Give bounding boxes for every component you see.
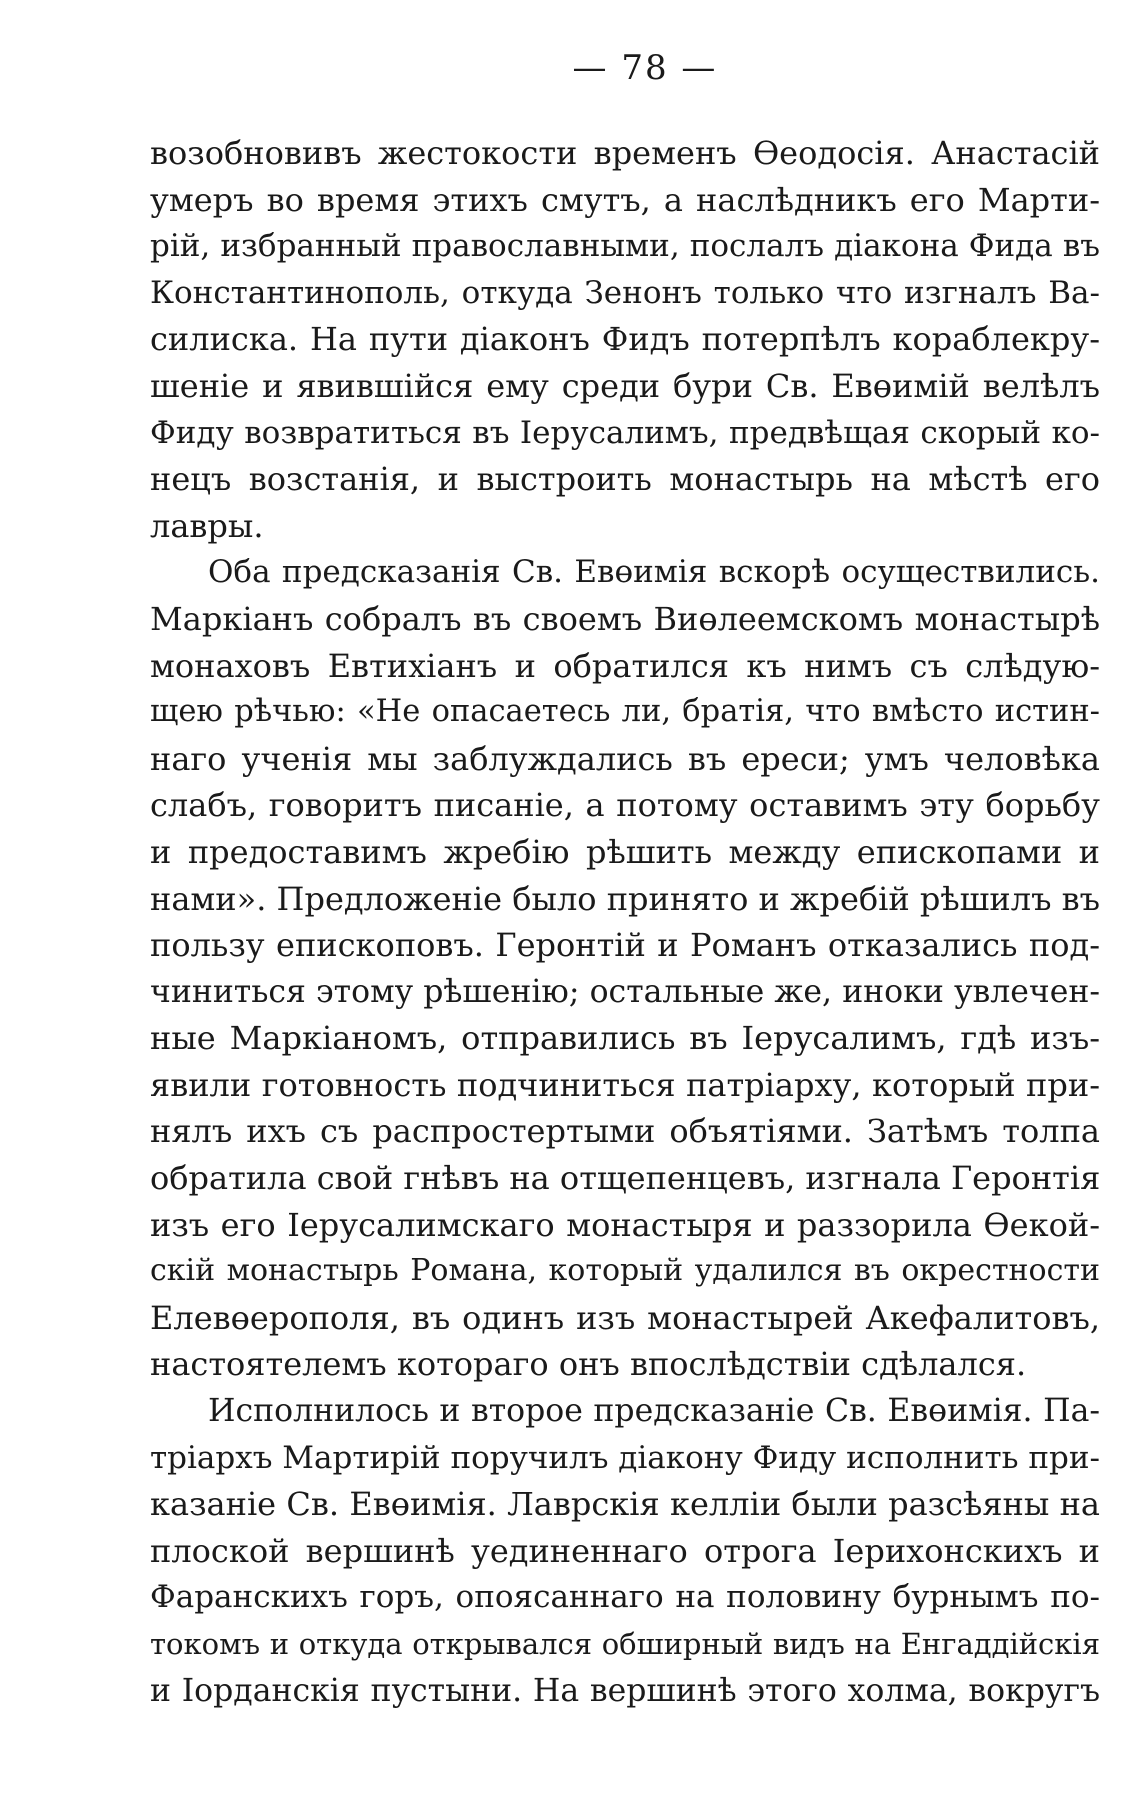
text-line: Константинополь, откуда Зенонъ только что изгналъ Ва-: [150, 274, 1100, 311]
text-line: наго ученія мы заблуждались въ ереси; умъ человѣка: [150, 739, 1100, 778]
page-number: — 78 —: [572, 48, 718, 88]
text-line: Елевөерополя, въ одинъ изъ монастырей Акефалитовъ,: [150, 1298, 1100, 1337]
text-line: и Іорданскія пустыни. На вершинѣ этого холма, вокругъ: [150, 1672, 1100, 1709]
text-line: шеніе и явившійся ему среди бури Св. Евөимій велѣлъ: [150, 366, 1100, 405]
text-line: Оба предсказанія Св. Евөимія вскорѣ осуществились.: [208, 554, 1100, 591]
text-line: Маркіанъ собралъ въ своемъ Виөлеемскомъ монастырѣ: [150, 599, 1100, 638]
text-line: изъ его Іерусалимскаго монастыря и раззорила Өекой-: [150, 1205, 1100, 1244]
text-line: лавры.: [150, 506, 264, 545]
text-line: настоятелемъ котораго онъ впослѣдствіи сдѣлался.: [150, 1345, 1027, 1384]
paragraph-1: [150, 130, 1100, 549]
text-line: монаховъ Евтихіанъ и обратился къ нимъ съ слѣдую-: [150, 646, 1100, 685]
text-line: тріархъ Мартирій поручилъ діакону Фиду исполнить при-: [150, 1439, 1101, 1476]
text-line: умеръ во время этихъ смутъ, а наслѣдникъ его Марти-: [150, 180, 1100, 219]
text-line: скій монастырь Романа, который удалился въ окрестности: [150, 1253, 1100, 1289]
text-line: слабъ, говоритъ писаніе, а потому оставимъ эту борьбу: [150, 786, 1100, 825]
paragraph-3: [150, 1388, 1100, 1714]
text-line: нами». Предложеніе было принято и жребій рѣшилъ въ: [150, 879, 1100, 918]
text-line: ные Маркіаномъ, отправились въ Іерусалимъ, гдѣ изъ-: [150, 1019, 1100, 1058]
text-line: казаніе Св. Евөимія. Лаврскія келліи были разсѣяны на: [150, 1485, 1100, 1524]
paragraph-2: [150, 549, 1100, 1388]
text-line: плоской вершинѣ уединеннаго отрога Іерихонскихъ и: [150, 1531, 1100, 1570]
text-line: токомъ и откуда открывался обширный видъ на Енгаддійскія: [150, 1627, 1100, 1661]
text-line: чиниться этому рѣшенію; остальные же, иноки увлечен-: [150, 973, 1100, 1010]
text-line: и предоставимъ жребію рѣшить между епископами и: [150, 832, 1100, 871]
text-line: пользу епископовъ. Геронтій и Романъ отказались под-: [150, 926, 1100, 965]
text-line: нялъ ихъ съ распростертыми объятіями. Затѣмъ толпа: [150, 1112, 1100, 1151]
text-line: нецъ возстанія, и выстроить монастырь на мѣстѣ его: [150, 460, 1100, 499]
text-line: обратила свой гнѣвъ на отщепенцевъ, изгнала Геронтія: [150, 1159, 1101, 1198]
text-line: возобновивъ жестокости временъ Өеодосія. Анастасій: [150, 134, 1100, 172]
text-line: Фиду возвратиться въ Іерусалимъ, предвѣщая скорый ко-: [150, 414, 1100, 451]
text-line: Фаранскихъ горъ, опоясаннаго на половину бурнымъ по-: [150, 1579, 1100, 1616]
text-line: рій, избранный православными, послалъ діакона Фида въ: [150, 228, 1100, 265]
text-line: Исполнилось и второе предсказаніе Св. Евөимія. Па-: [208, 1393, 1100, 1430]
text-line: щею рѣчью: «Не опасаетесь ли, братія, что вмѣсто истин-: [150, 694, 1100, 730]
book-page: [150, 48, 1100, 1714]
text-line: явили готовность подчиниться патріарху, который при-: [150, 1065, 1100, 1104]
text-line: силиска. На пути діаконъ Фидъ потерпѣлъ кораблекру-: [150, 320, 1100, 359]
